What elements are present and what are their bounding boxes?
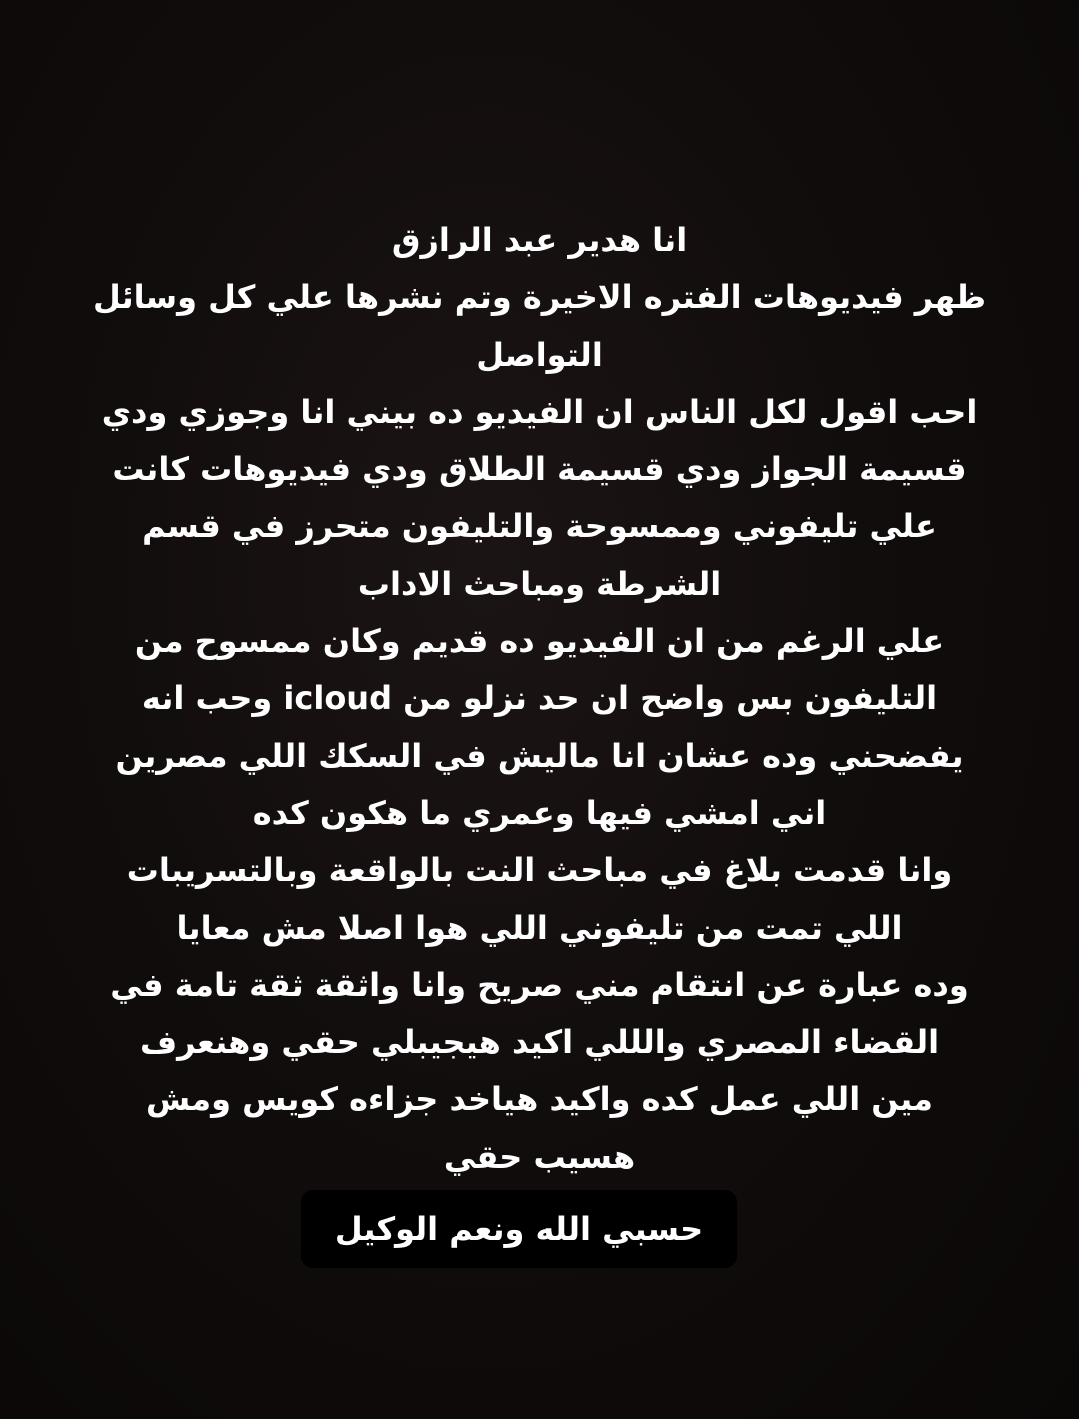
- statement-line: قسيمة الجواز ودي قسيمة الطلاق ودي فيديوهات كانت: [112, 450, 967, 489]
- statement-line: القضاء المصري والللي اكيد هيجيبلي حقي وهنعرف: [139, 1023, 940, 1062]
- statement-line: وده عبارة عن انتقام مني صريح وانا واثقة ثقة تامة في: [110, 965, 969, 1004]
- statement-line: علي الرغم من ان الفيديو ده قديم وكان ممسوح من: [134, 622, 945, 661]
- statement-text-block: [40, 212, 1039, 1186]
- statement-line: يفضحني وده عشان انا ماليش في السكك اللي مصرين: [115, 736, 964, 775]
- closing-text-label: [301, 1190, 737, 1268]
- statement-line: ظهر فيديوهات الفتره الاخيرة وتم نشرها علي كل وسائل: [93, 278, 986, 317]
- statement-line: مين اللي عمل كده واكيد هياخد جزاءه كويس ومش: [146, 1080, 933, 1119]
- statement-line: اني امشي فيها وعمري ما هكون كده: [252, 793, 827, 832]
- statement-line: انا هدير عبد الرازق: [391, 221, 688, 259]
- statement-line: وانا قدمت بلاغ في مباحث النت بالواقعة وبالتسريبات: [126, 851, 953, 890]
- closing-text: حسبي الله ونعم الوكيل: [334, 1210, 704, 1248]
- statement-line: اللي تمت من تليفوني اللي هوا اصلا مش معايا: [176, 908, 903, 947]
- statement-line: هسيب حقي: [443, 1137, 636, 1176]
- statement-line: التليفون بس واضح ان حد نزلو من icloud وحب انه: [141, 679, 938, 718]
- statement-line: التواصل: [476, 335, 603, 374]
- statement-line: احب اقول لكل الناس ان الفيديو ده بيني انا وجوزي ودي: [101, 392, 978, 431]
- statement-line: الشرطة ومباحث الاداب: [357, 564, 722, 603]
- statement-line: علي تليفوني وممسوحة والتليفون متحرز في قسم: [142, 507, 937, 546]
